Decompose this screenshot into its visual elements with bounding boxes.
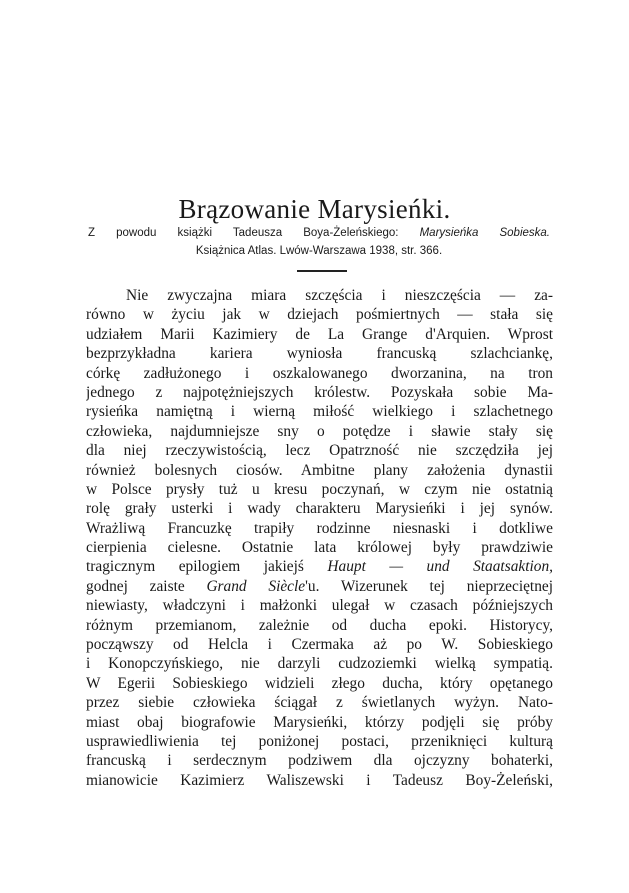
body-line: począwszy od Helcla i Czermaka aż po W. Sobieskiego: [86, 636, 553, 654]
body-line: Wrażliwą Francuzkę trapiły rodzinne niesnaski i dotkliwe: [86, 519, 553, 537]
body-text-segment: tragicznym epilogiem jakiejś: [86, 558, 328, 576]
body-line: [86, 577, 553, 596]
body-line: mianowicie Kazimierz Waliszewski i Tadeusz Boy-Żeleński,: [86, 771, 553, 789]
body-line: różnym przemianom, zależnie od ducha epoki. Historycy,: [86, 616, 553, 634]
body-line: miast obaj biografowie Marysieńki, którzy podjęli się próby: [86, 713, 553, 731]
body-line: cierpienia cielesne. Ostatnie lata królowej były prawdziwie: [86, 539, 553, 557]
subtitle-book-author: Z powodu książki Tadeusza Boya-Żeleńskiego:: [88, 227, 420, 239]
body-line: córkę zadłużonego i oszkalowanego dworzanina, na tron: [86, 364, 553, 382]
body-line: Nie zwyczajna miara szczęścia i nieszczęścia — za-: [126, 287, 553, 304]
body-italic-phrase: Grand Siècle: [206, 577, 306, 595]
subtitle-line-1: [88, 226, 550, 240]
body-line: [86, 557, 553, 576]
body-line: rolę grały usterki i wady charakteru Marysieńki i jej synów.: [86, 500, 553, 518]
body-line: rysieńka namiętną i wierną miłość wielkiego i szlachetnego: [86, 403, 553, 421]
body-line: jednego z najpotężniejszych królestw. Pozyskała sobie Ma-: [86, 383, 553, 401]
body-line: i Konopczyńskiego, nie darzyli cudzoziemki wielką sympatią.: [86, 655, 553, 673]
body-line: w Polsce prysły tuż u kresu poczynań, w czym nie ostatnią: [86, 480, 553, 498]
subtitle-line-2: Książnica Atlas. Lwów-Warszawa 1938, str. 366.: [195, 245, 443, 257]
article-body: [86, 286, 553, 790]
body-text-segment: godnej zaiste: [86, 577, 207, 595]
body-text-segment: 'u. Wizerunek tej nieprzeciętnej: [305, 577, 553, 595]
body-line: udziałem Marii Kazimiery de La Grange d'Arquien. Wprost: [86, 325, 553, 343]
body-line: usprawiedliwienia tej poniżonej postaci, przeniknięci kulturą: [86, 732, 553, 750]
body-line: również bolesnych ciosów. Ambitne plany założenia dynastii: [86, 461, 553, 479]
subtitle-book-title: Marysieńka Sobieska.: [419, 227, 550, 239]
article-title: Brązowanie Marysieńki.: [178, 194, 451, 224]
body-line: francuską i serdecznym podziwem dla ojczyzny bohaterki,: [86, 752, 553, 770]
body-line: dla niej rzeczywistością, lecz Opatrzność nie szczędziła jej: [86, 442, 553, 460]
body-line: człowieka, najdumniejsze sny o potędze i sławie stały się: [86, 422, 553, 440]
title-divider: [297, 270, 347, 272]
body-line: przez siebie człowieka ściągał z świetlanych wyżyn. Nato-: [86, 694, 553, 712]
body-line: bezprzykładna kariera wyniosła francuską szlachciankę,: [86, 345, 553, 363]
body-line: niewiasty, władczyni i małżonki ulegał w czasach późniejszych: [86, 597, 553, 615]
body-italic-phrase: Haupt — und Staatsaktion,: [327, 558, 553, 576]
body-line: W Egerii Sobieskiego widzieli złego ducha, który opętanego: [86, 674, 553, 692]
body-line: równo w życiu jak w dziejach pośmiertnych — stała się: [86, 306, 553, 324]
